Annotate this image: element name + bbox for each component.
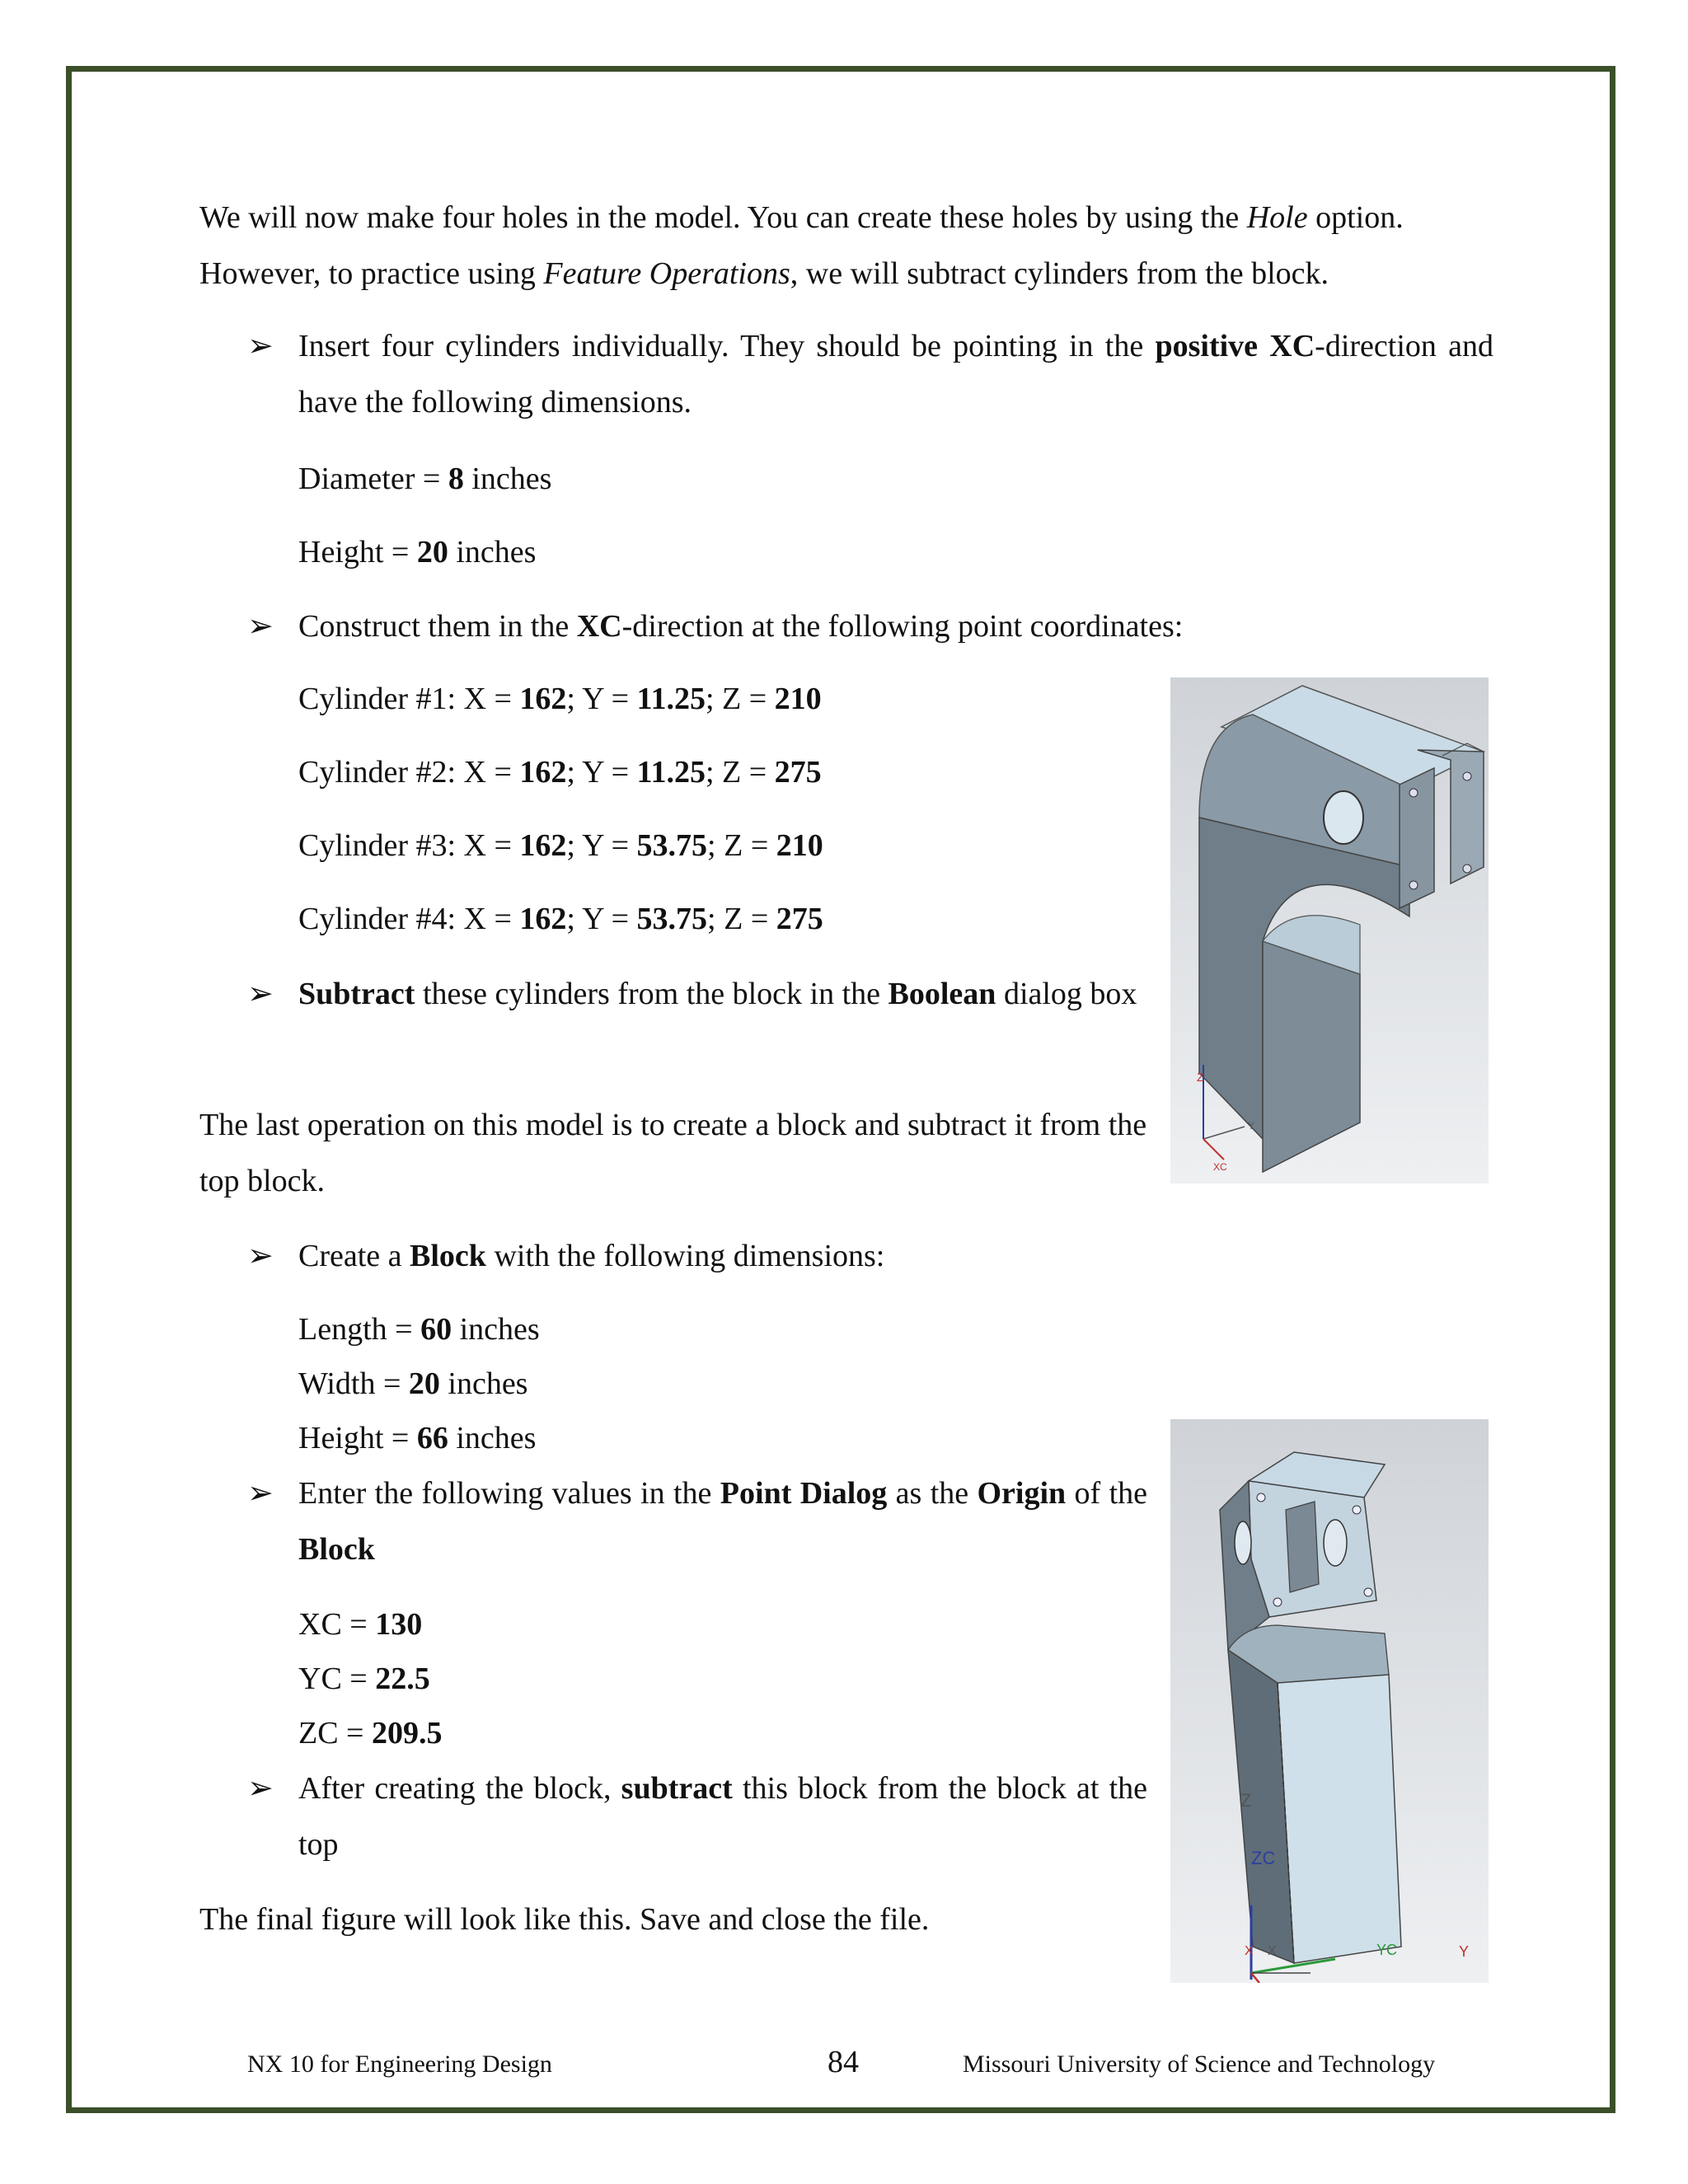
bullet-arrow: ➢ [247, 977, 274, 1011]
bullet-subtract-block: After creating the block, subtract this block from the block at the top [298, 1771, 1148, 1862]
axis-y-label: Y [1248, 1120, 1255, 1132]
length-line: Length = 60 inches [298, 1312, 540, 1347]
xc-line: XC = 130 [298, 1607, 423, 1642]
bullet-arrow: ➢ [247, 609, 274, 644]
axis-z-label: Z [1197, 1071, 1204, 1084]
model-figure-1 [1170, 677, 1489, 1183]
axis-xc-label: X [1245, 1944, 1254, 1958]
intro-paragraph: We will now make four holes in the model. You can create these holes by using the Hole option. However, to practice using Feature Operations, we will subtract cylinders from the block. [199, 200, 1404, 291]
axis-x-label: X [1268, 1944, 1277, 1958]
bullet-create-block: Create a Block with the following dimensions: [298, 1239, 885, 1273]
block-height-line: Height = 66 inches [298, 1421, 537, 1455]
cylinder-3-line: Cylinder #3: X = 162; Y = 53.75; Z = 210 [298, 828, 823, 863]
model-render-1 [1170, 677, 1489, 1183]
axis-xc-label: XC [1213, 1161, 1227, 1173]
footer-institution: Missouri University of Science and Technology [963, 2050, 1436, 2078]
footer-title: NX 10 for Engineering Design [247, 2050, 552, 2078]
axis-z-label: Z [1240, 1790, 1252, 1811]
bullet-insert-cylinders: Insert four cylinders individually. They should be pointing in the positive XC-direction and have the following dimensions. [298, 329, 1493, 419]
height-line: Height = 20 inches [298, 535, 537, 569]
cylinder-4-line: Cylinder #4: X = 162; Y = 53.75; Z = 275 [298, 902, 823, 936]
bullet-point-dialog: Enter the following values in the Point Dialog as the Origin of the Block [298, 1476, 1148, 1567]
bullet-arrow: ➢ [247, 1239, 274, 1273]
bullet-arrow: ➢ [247, 1771, 274, 1806]
diameter-line: Diameter = 8 inches [298, 462, 552, 496]
page-number: 84 [828, 2045, 859, 2079]
cylinder-2-line: Cylinder #2: X = 162; Y = 11.25; Z = 275 [298, 755, 822, 790]
bullet-arrow: ➢ [247, 329, 274, 363]
axis-yc-label: YC [1376, 1942, 1398, 1958]
cylinder-1-line: Cylinder #1: X = 162; Y = 11.25; Z = 210 [298, 682, 822, 716]
final-paragraph: The final figure will look like this. Save and close the file. [199, 1902, 930, 1937]
last-operation-paragraph: The last operation on this model is to create a block and subtract it from the top block. [199, 1108, 1147, 1198]
model-render-2 [1170, 1419, 1489, 1983]
width-line: Width = 20 inches [298, 1366, 528, 1401]
axis-y-label: Y [1459, 1943, 1470, 1960]
zc-line: ZC = 209.5 [298, 1716, 443, 1750]
yc-line: YC = 22.5 [298, 1661, 430, 1696]
model-figure-2 [1170, 1419, 1489, 1983]
bullet-arrow: ➢ [247, 1476, 274, 1511]
bullet-construct: Construct them in the XC-direction at the following point coordinates: [298, 609, 1184, 644]
axis-zc-label: ZC [1251, 1848, 1276, 1868]
bullet-subtract-cylinders: Subtract these cylinders from the block in the Boolean dialog box [298, 977, 1137, 1011]
